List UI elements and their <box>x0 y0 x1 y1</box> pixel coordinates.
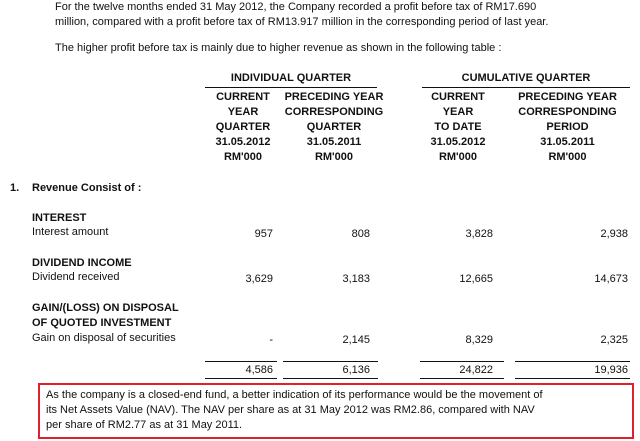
group-header-cumulative: CUMULATIVE QUARTER <box>461 72 591 84</box>
row-heading-gain-loss-disposal: GAIN/(LOSS) ON DISPOSAL <box>32 302 179 314</box>
total-current-quarter: 4,586 <box>245 364 273 376</box>
total-rule-bottom-1 <box>205 378 277 379</box>
intro-line-1: For the twelve months ended 31 May 2012, the Company recorded a profit before tax of RM17.690 <box>55 1 537 13</box>
group-underline-individual <box>205 87 377 88</box>
cell-gain-current-quarter: - <box>269 334 273 346</box>
total-rule-top-1 <box>205 361 277 362</box>
column-header-current-year-quarter: CURRENT YEAR QUARTER 31.05.2012 RM'000 <box>215 91 271 163</box>
cell-dividend-preceding-period: 14,673 <box>594 273 628 285</box>
total-preceding-quarter: 6,136 <box>342 364 370 376</box>
total-rule-bottom-3 <box>420 378 504 379</box>
nav-note-line-2: its Net Assets Value (NAV). The NAV per share as at 31 May 2012 was RM2.86, compared with NAV <box>46 404 535 416</box>
cell-interest-current-to-date: 3,828 <box>465 228 493 240</box>
column-header-current-year-to-date: CURRENT YEAR TO DATE 31.05.2012 RM'000 <box>430 91 486 163</box>
group-header-individual: INDIVIDUAL QUARTER <box>230 72 352 84</box>
cell-dividend-current-to-date: 12,665 <box>459 273 493 285</box>
cell-gain-current-to-date: 8,329 <box>465 334 493 346</box>
total-preceding-period: 19,936 <box>594 364 628 376</box>
intro-line-3: The higher profit before tax is mainly due to higher revenue as shown in the following table : <box>55 42 502 54</box>
total-current-to-date: 24,822 <box>459 364 493 376</box>
row-label-gain-on-disposal: Gain on disposal of securities <box>32 332 176 344</box>
nav-note-line-1: As the company is a closed-end fund, a better indication of its performance would be the movement of <box>46 389 543 401</box>
group-underline-cumulative <box>422 87 630 88</box>
row-heading-quoted-investment: OF QUOTED INVESTMENT <box>32 317 172 329</box>
total-rule-bottom-4 <box>515 378 630 379</box>
row-heading-dividend-income: DIVIDEND INCOME <box>32 257 132 269</box>
row-heading-interest: INTEREST <box>32 212 87 224</box>
row-label-interest-amount: Interest amount <box>32 226 109 238</box>
total-rule-top-3 <box>420 361 504 362</box>
cell-interest-current-quarter: 957 <box>254 228 273 240</box>
nav-note-line-3: per share of RM2.77 as at 31 May 2011. <box>46 419 243 431</box>
section-number: 1. <box>10 182 20 194</box>
cell-dividend-preceding-quarter: 3,183 <box>342 273 370 285</box>
cell-gain-preceding-quarter: 2,145 <box>342 334 370 346</box>
column-header-preceding-year-period: PRECEDING YEAR CORRESPONDING PERIOD 31.05.2011 RM'000 <box>518 91 617 163</box>
column-header-preceding-year-quarter: PRECEDING YEAR CORRESPONDING QUARTER 31.05.2011 RM'000 <box>284 91 384 163</box>
total-rule-top-2 <box>283 361 378 362</box>
row-label-dividend-received: Dividend received <box>32 271 120 283</box>
cell-gain-preceding-period: 2,325 <box>600 334 628 346</box>
cell-interest-preceding-quarter: 808 <box>351 228 370 240</box>
section-title: Revenue Consist of : <box>32 182 142 194</box>
cell-dividend-current-quarter: 3,629 <box>245 273 273 285</box>
cell-interest-preceding-period: 2,938 <box>600 228 628 240</box>
total-rule-top-4 <box>515 361 630 362</box>
total-rule-bottom-2 <box>283 378 378 379</box>
intro-line-2: million, compared with a profit before tax of RM13.917 million in the corresponding period of last year. <box>55 16 549 28</box>
